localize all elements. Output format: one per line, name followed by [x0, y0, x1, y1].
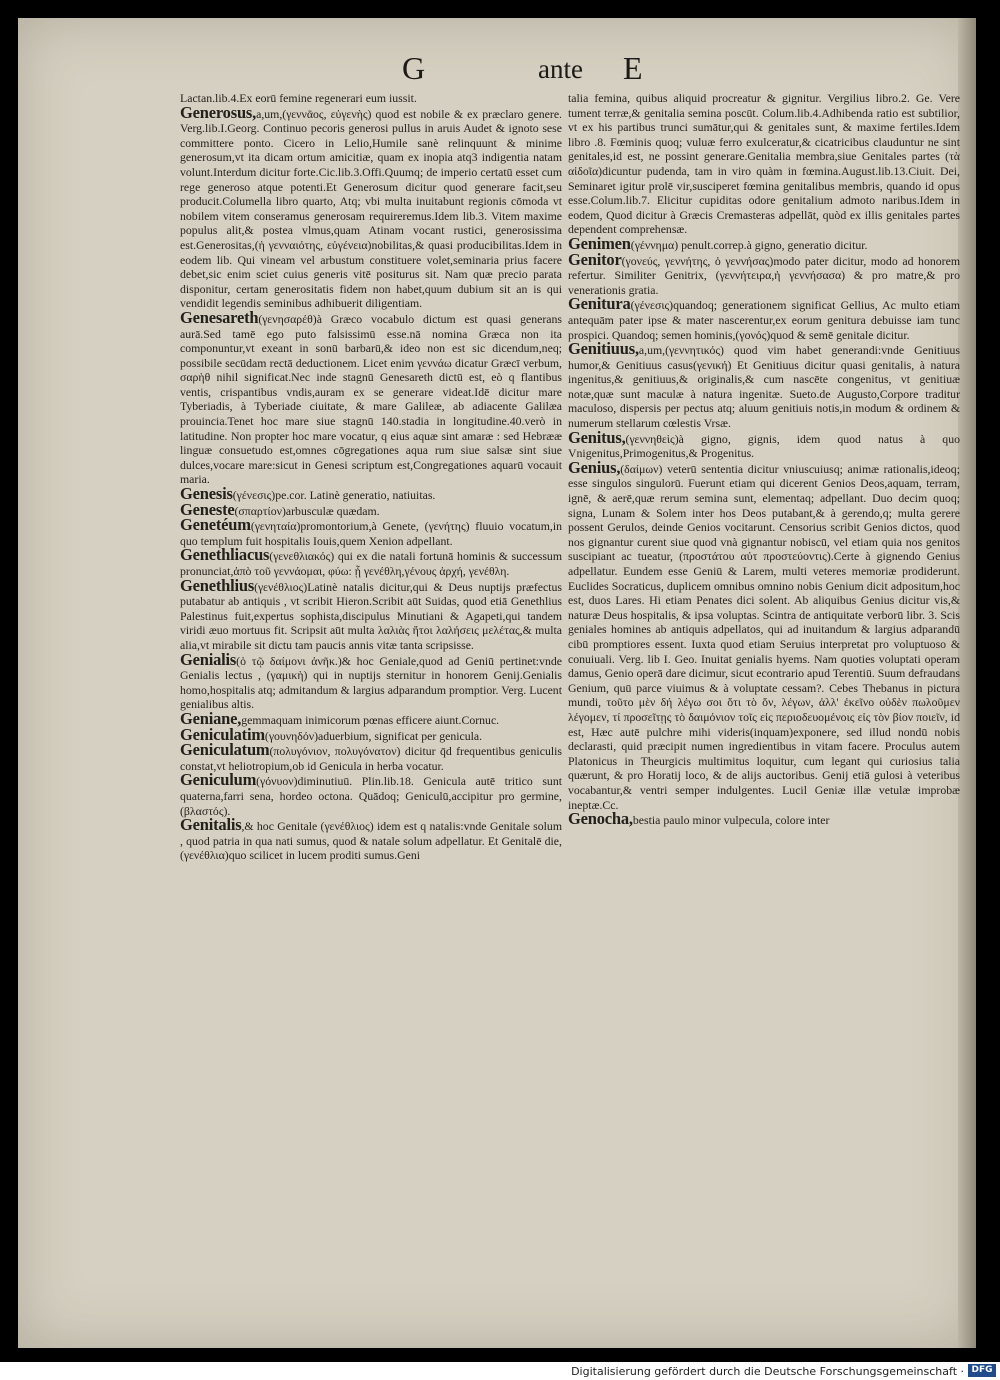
dictionary-entry [180, 102, 562, 311]
entry-headword: Genocha, [568, 809, 633, 829]
entry-headword: Genialis [180, 649, 237, 669]
dictionary-entry [180, 770, 562, 818]
entry-text: (ὁ τῷ δαίμονι ἀνῆκ.)& hoc Geniale,quod ad Geniū pertinet:vnde Genialis lectus , (γαμικὴ) qui in nuptijs sternitur in honorem Genij.Genialis homo,hospitalis atq; admitandum & largius adparandum promptior. Verg. Lucent genialibus altis. [180, 653, 562, 712]
entry-text: a,um,(γεννητικός) quod vim habet generandi:vnde Genitiuus humor,& Genitiuus casus(γενική) Et Genitiuus dicitur quasi genitalis, à natura ingenitus,& genitiuus,& originalis,& cum nascēte congenitus, vt genitiuæ notæ,quæ sunt maculæ à natura ingenitæ. Sueto.de Augusto,Corpore traditur maculoso, dispersis per pectus atq; aluum genitiuis notis,in modum & ordinem & numerum stellarum cœlestis Vrsæ. [568, 343, 960, 431]
entry-text: (γέννημα) penult.correp.à gigno, generatio dicitur. [630, 237, 868, 252]
book-page [18, 18, 976, 1348]
right-column [568, 90, 960, 828]
dictionary-entry [568, 233, 960, 253]
entry-headword: Genethliacus [180, 545, 270, 565]
dictionary-entry [568, 339, 960, 431]
entry-headword: Genitiuus, [568, 339, 639, 359]
entry-headword: Genitura [568, 294, 631, 314]
digitization-footer [0, 1362, 1000, 1380]
entry-text: (γενηταία)promontorium,à Genete, (γενήτης) fluuio vocatum,in quo templum fuit hospitalis Iouis,quem Xenion adpellant. [180, 519, 562, 548]
entry-text: ,& hoc Genitale (γενέθλιος) idem est q natalis:vnde Genitale solum , quod patria in qua nati sumus, quod & natale solum adpellatur. Et Genitalē die, (γενέθλια)quo scilicet in lucem proditi sumus.Geni [180, 819, 562, 863]
entry-headword: Generosus, [180, 102, 257, 122]
entry-text: (γένεσις)pe.cor. Latinè generatio, natiuitas. [232, 488, 436, 503]
entry-headword: Genimen [568, 233, 631, 253]
entry-headword: Genetéum [180, 515, 251, 535]
dictionary-entry [568, 90, 960, 237]
dictionary-entry [180, 307, 562, 487]
entry-headword: Genethlius [180, 575, 255, 595]
dictionary-entry [180, 575, 562, 653]
running-head [18, 50, 976, 90]
entry-text: (γουνηδόν)aduerbium, significat per genicula. [264, 728, 483, 743]
entry-headword: Genitor [568, 249, 622, 269]
running-head-left: G [402, 50, 426, 86]
entry-text: a,um,(γεννᾶος, εὐγενὴς) quod est nobile & ex præclaro genere. Verg.lib.I.Georg. Continuo pecoris generosi pullus in aruis Audet & ignoto sese committere ponto. Cicero in Lelio,Humile sanè relinquunt & minime generosum,vt ita dicam ortum amicitiæ, quam ex inopia atq3 indigentia natam volunt.Interdum dicitur forte.Cic.lib.3.Offi.Quumq; de imperio certatū esset cum rege generoso atque potenti.Et Generosum dicitur quod generare facit,seu producit.Columella libro quarto, Atq; vbi multa inuitabunt regionis cōmoda vt nobilem vitem conseramus generosam requireremus.Idem lib.3. Vitem maxime populus alit,& postea vlmus,quam Atinam vocant rustici, generosissima est.Generositas,(ἡ γενναιότης, εὐγένεια)nobilitas,& quasi producibilitas.Idem in eodem lib. Qui vineam vel arbustum constituere volet,seminaria prius facere debet,sic enim sciet cuius generis vitē positurus sit. Nam quæ precio parata disponitur, certam generositatis fidem non habet,quum dubium sit an is qui vendidit legendis seminibus adhibuerit diligentiam. [180, 106, 562, 311]
dictionary-entry [568, 809, 960, 829]
entry-headword: Genesareth [180, 307, 259, 327]
dictionary-entry [180, 545, 562, 578]
dictionary-entry [568, 249, 960, 298]
entry-text: talia femina, quibus aliquid procreatur & gignitur. Vergilius libro.2. Ge. Vere tument terræ,& genitalia semina poscūt. Colum.lib.4.Adhibenda ratio est subtilior, vt ex his partibus trunci sumātur,qui & genitales sunt, & maxime fertiles.Idem libro .8. Fœminis quoq; vuluæ ferro exulceratur,& cicatricibus clauduntur ne sint genitales,id est, ne possint generare.Genitalia membra,siue Genitales partes (τὰ αἰδοῖα)dicuntur pudenda, tam in viro quàm in fœmina.August.lib.13.Ciuit. Dei, Seminaret igitur prolē vir,susciperet fœmina genitalibus membris, quando id opus esse.Colum.lib.7. Elicitur cupiditas odore genitalium admoto naribus.Idem in eodem, Quod dicitur à Græcis Cremasteras adpellāt, quòd ex illis genitales partes dependent comprehensæ. [568, 91, 960, 237]
entry-headword: Genius, [568, 457, 621, 477]
dictionary-entry [180, 815, 562, 863]
entry-text: (γόνυον)diminutiuū. Plin.lib.18. Genicula autē tritico sunt quaterna,farri sena, hordeo octona. Quādoq; Geniculū,accipitur pro germine, (βλαστός). [180, 774, 562, 818]
entry-text: (γονεύς, γεννήτης, ὁ γεννήσας)modo pater dicitur, modo ad honorem refertur. Similiter Genitrix, (γεννήτειρα,ἡ γεννήσασα) & pro matre,& pro venerationis gratia. [568, 253, 960, 297]
dictionary-entry [568, 457, 960, 812]
dictionary-entry [180, 649, 562, 712]
entry-text: (γεννηθεὶς)à gigno, gignis, idem quod natus à quo Vnigenitus,Primogenitus,& Progenitus. [568, 431, 960, 461]
entry-headword: Genesis [180, 484, 233, 504]
entry-text: gemmaquam inimicorum pœnas efficere aiunt.Cornuc. [241, 712, 500, 727]
entry-headword: Genitus, [568, 427, 626, 447]
dictionary-entry [568, 427, 960, 461]
entry-text: (σπαρτίον)arbusculæ quædam. [234, 503, 380, 518]
entry-headword: Geneste [180, 499, 235, 519]
entry-text: (γενησαρέθ)à Græco vocabulo dictum est quasi generans aurā.Sed tamē ego puto falsissimū esse.nā nomina Græca non ita componuntur,vt exeant in sonū barbarū,& ideo non est sic dicendum,neq; possibile secūdam rectā deductionem. Licet enim γεννάω dicatur Græcī verbum, σαρὴθ nihil significat.Nec inde stagnū Genesareth dictū est, eò q flantibus ventis, crispantibus vndis,auram ex se generare videat.Idē dicitur mare Tyberiadis, à Tyberiade ciuitate, & mare Galileæ, ab adiacente Galilæa prouincia.Tenet hoc mare siue stagnū 140.stadia in longitudine.40.verò in latitudine. Non propter hoc mare vocatur, q eius aquæ sint amaræ : sed Hebrææ linguæ consuetudo est,omnes cōgregationes aqua rum siue salsæ sint siue dulces,vocare mare:sicut in Genesi scriptum est,Congregationes aquarū vocauit maria. [180, 311, 562, 487]
entry-text: (γένεσις)quandoq; generationem significat Gellius, Ac multo etiam antequām pater ipse & mater nascerentur,ex eorum genitura debuisse iam tunc prospici. Quandoq; semen hominis,(γονός)quod & semē genitale dicitur. [568, 298, 960, 342]
dictionary-entry [180, 515, 562, 548]
entry-headword: Geniculum [180, 770, 257, 790]
dfg-logo: DFG [968, 1364, 996, 1377]
entry-headword: Geniane, [180, 708, 242, 728]
left-column [180, 90, 562, 863]
entry-headword: Geniculatum [180, 740, 270, 760]
entry-text: (δαίμων) veterū sententia dicitur vniuscuiusq; animæ rationalis,ideoq; esse singulos singulorū. Fuerunt etiam qui dicerent Genios Deos,aquam, terram, ignē, & aerē,quæ rerum semina sunt, elementaq; adpellant. Duo decim quoq; signa, Lunam & Solem inter hos Deos putabant,& à gerendo,q; multa gerere possent Gerulos, deinde Genios vocitarunt. Censorius scribit Genios dictos, quod nos gignantur curent siue quod vnà gignantur nobiscū, vel etiam quia nos genitos suscipiant ac tueatur, (προστάτου αὐτ προστεύοντις).Certe à gignendo Genius adpellatur. Eundem esse Geniū & Larem, multi veteres memoriæ prodiderunt. Euclides Socraticus, duplicem omnibus omnino nobis Genium dicit adpositum,hoc est, duos Lares. Hi etiam Penates dici solent. Ab aliquibus Genius dicitur vis,& naturæ Deus hospitalis, & ipsa voluptas. Scintra de antiquitate verborū libr. 3. Scis geniales homines ab antiquis adpellatos, qui ad inuitandum & largius adparandū cibū promptiores essent. Iuxta quod etiam Seruius interpretat pro voluptuoso & conuiuali. Verg. lib I. Geo. Inuitat genialis hyems. Nam quoties voluptati operam damus, Genio operā dare dicimur, sicut econtrario apud Terentiū. Suum defraudans Genium, quū parce viuimus & à voluptate cessam?. Cebes Thebanus in pictura mundi, τοῦτο μὲν δή λέγω σοι ὅτι τὸ ὄν, λέγων, ἀλλ' ἐκεῖνο οὐδὲν πωλοῦμεν λέγομεν, τί προσεῖτῃς τὸ δαιμόνιον τοῖς εἰς περιοδευομένοις εἰς τὸν βίον ποιεῖν, id est, Hæc autē pulchre mihi videris(inquam)exponere, sed illud nondū nobis declarasti, quid præcipit numen ingredientibus in vitam facere. Proculus autem Platonicus in Theurgicis multimitus loquitur, cum legant qui curiosius talia quærunt, & pro Horatij loco, & de alijs auctoribus. Genij etiā gulosi à veteribus vocabantur,& ventri semper indulgentes. Lucil Geniæ illæ vetulæ improbæ ineptæ.Cc. [568, 461, 960, 812]
running-head-middle: ante [538, 54, 583, 84]
dictionary-entry [568, 294, 960, 342]
entry-text: (πολυγόνιον, πολυγόνατον) dicitur q̄d frequentibus geniculis constat,vt heliotropium,ob id Genicula in herba vocatur. [180, 744, 562, 773]
dictionary-entry [180, 484, 562, 504]
entry-headword: Geniculatim [180, 724, 265, 744]
page-spine-shadow [958, 18, 976, 1348]
entry-text: (γενέθλιος)Latinè natalis dicitur,qui & Deus nuptijs præfectus putabatur ab antiquis , vt scribit Hieron.Scribit aūt Suidas, quod etiā Genethlius Palestinus fuit,expertus sophista,discipulus Minutiani & Agapeti,qui tandem viridi æuo mortuus fit. Scripsit aūt multa λαλιὰς ἤτοι λαλήσεις μελέτας,& multa alia,vt mirabile sit dictu tam paucis annis vitæ tanta scripsisse. [180, 579, 562, 652]
entry-headword: Genitalis [180, 815, 242, 835]
entry-text: bestia paulo minor vulpecula, colore inter [632, 813, 830, 828]
dictionary-entry [180, 740, 562, 773]
running-head-right: E [623, 50, 643, 86]
entry-text: (γενεθλιακός) qui ex die natali fortunā hominis & successum pronunciat,ἀπὸ τοῦ γεννάομαι, φύω: ᾗ γενέθλη,γένους ἀρχή, γενέθλη. [180, 549, 562, 578]
entry-text: Lactan.lib.4.Ex eorū femine regenerari eum iussit. [180, 91, 417, 105]
footer-credit: Digitalisierung gefördert durch die Deutsche Forschungsgemeinschaft · [571, 1365, 964, 1378]
